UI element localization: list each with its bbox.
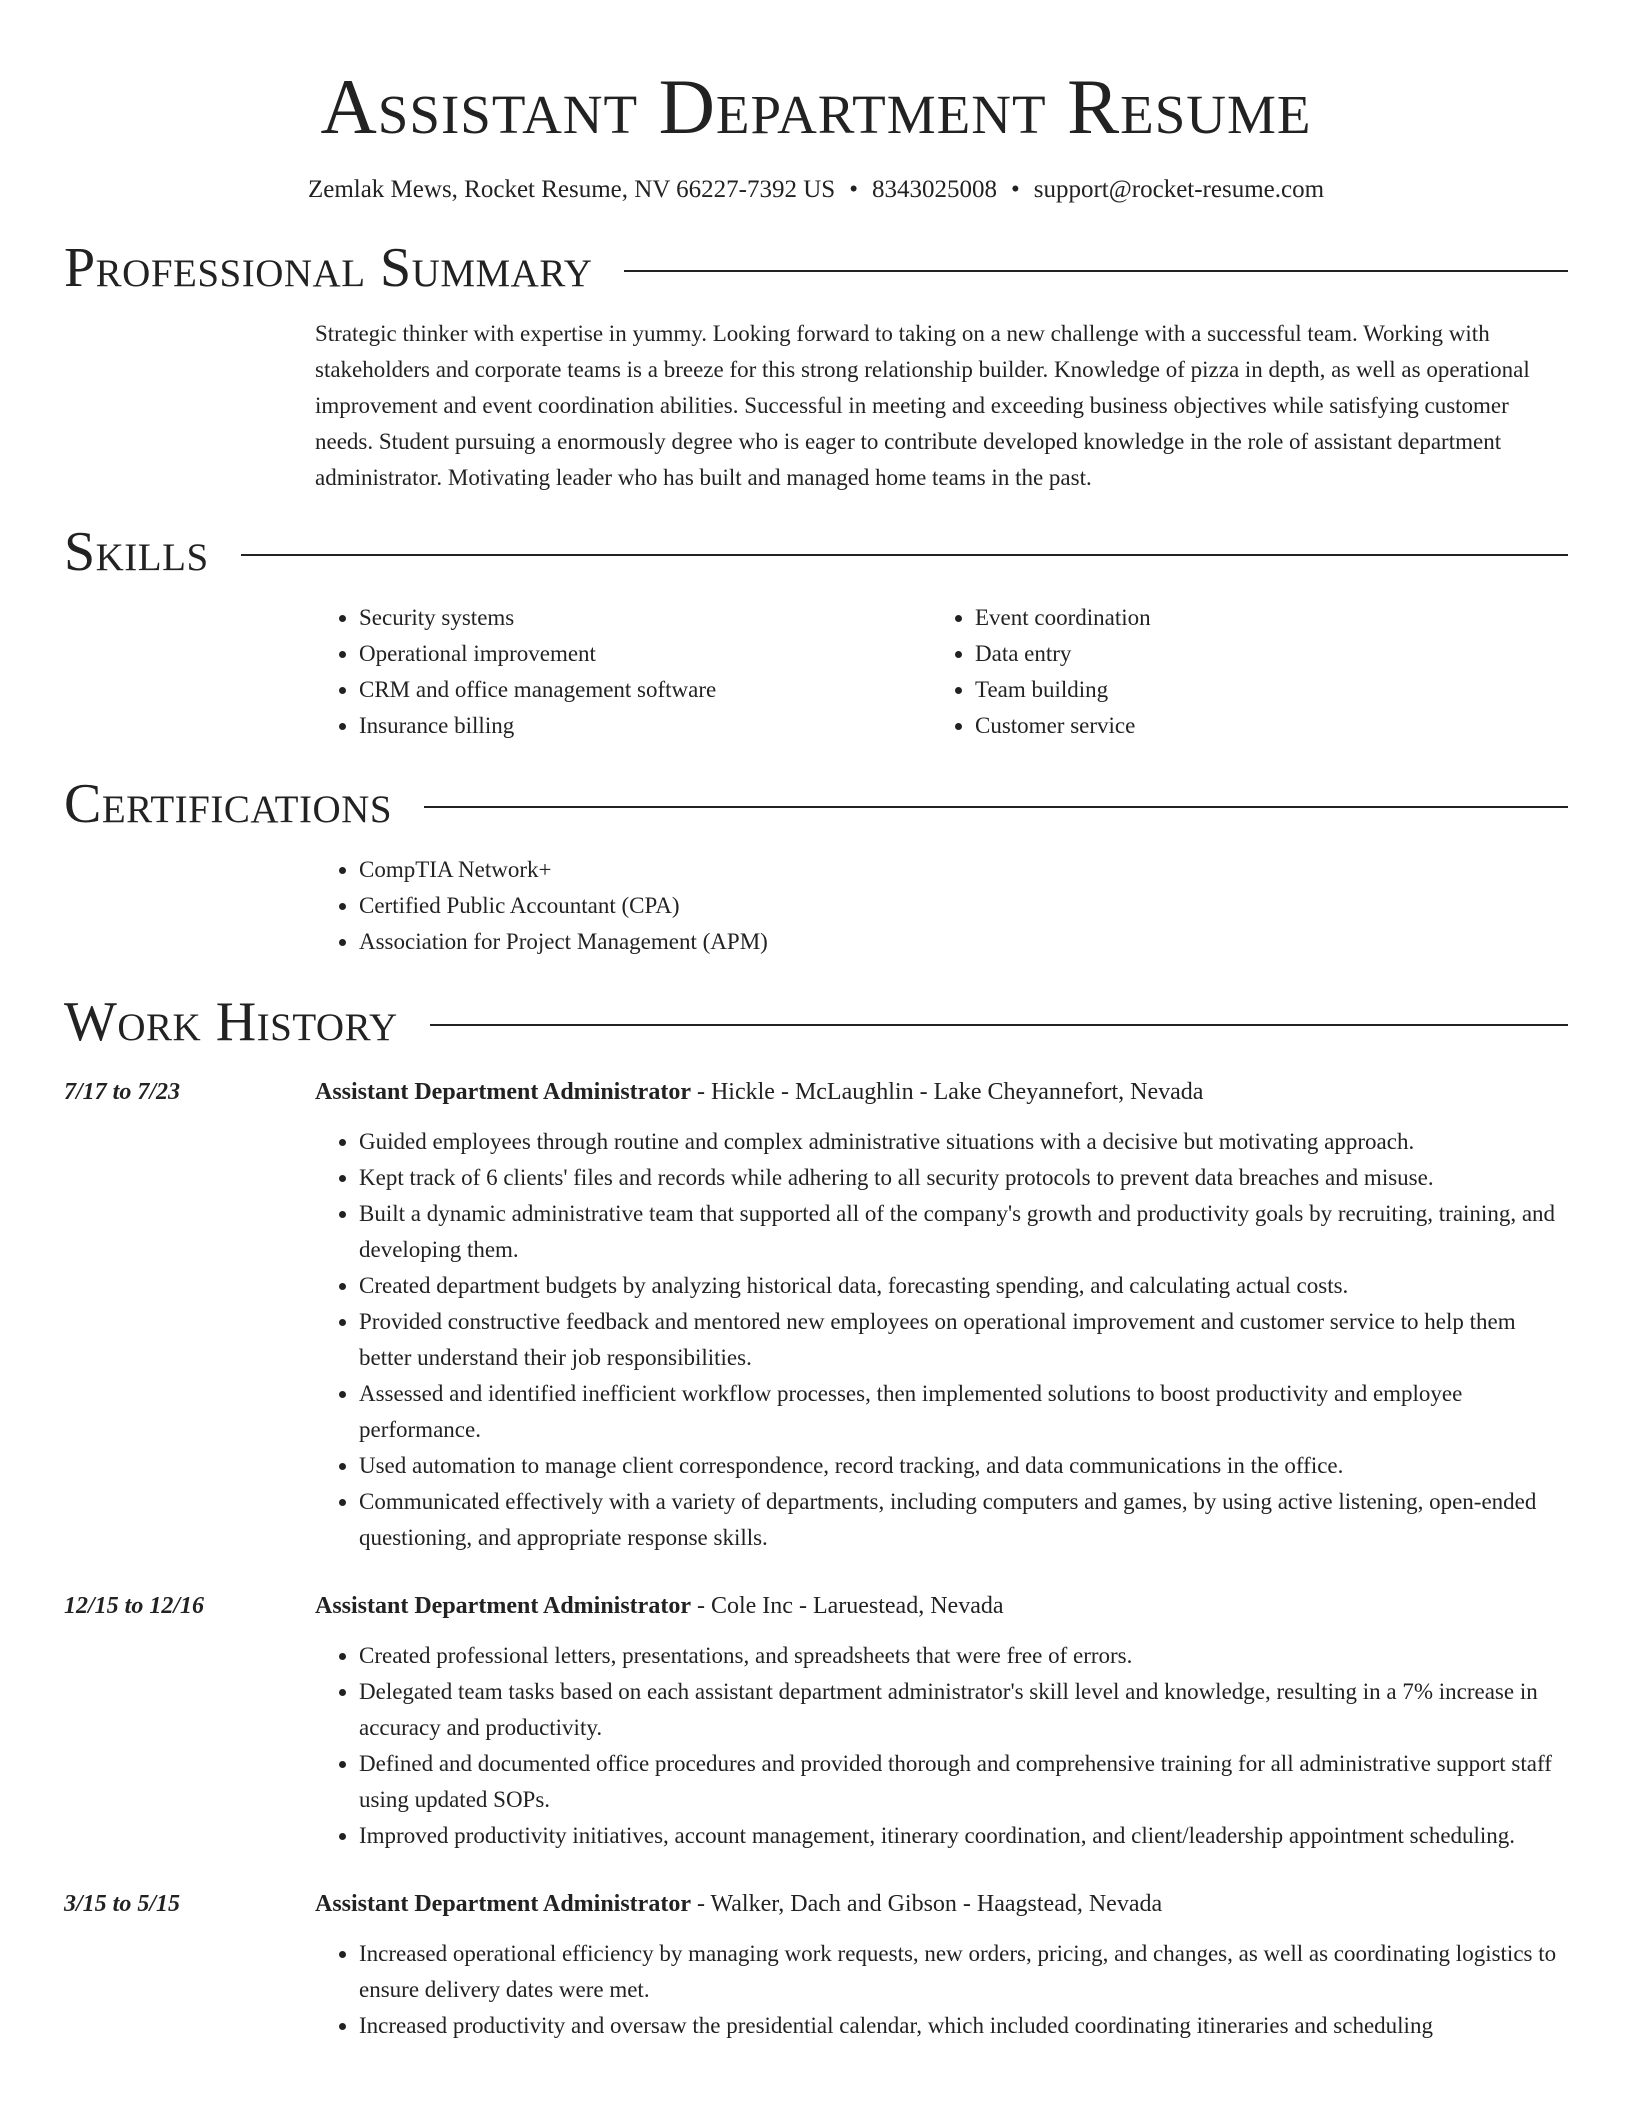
resume-title: Assistant Department Resume — [320, 63, 1312, 150]
certifications-section-header — [64, 772, 1568, 836]
resume-page — [64, 0, 1568, 2044]
job-dates: 7/17 to 7/23 — [64, 1079, 181, 1105]
job-bullet: • Provided constructive feedback and mentored new employees on operational improvement and customer service to help them better understand their job responsibilities. — [359, 1304, 1568, 1376]
job-bullets — [315, 1936, 1568, 2044]
contact-separator: • — [849, 176, 858, 203]
certifications-bullets — [315, 852, 1568, 960]
summary-text: Strategic thinker with expertise in yummy. Looking forward to taking on a new challenge with a successful team. Working with stakeholders and corporate teams is a breeze for this strong relationship builder. Knowledge of pizza in depth, as well as operational improvement and event coordination abilities. Successful in meeting and exceeding business objectives while satisfying customer needs. Student pursuing a enormously degree who is eager to contribute developed knowledge in the role of assistant department administrator. Motivating leader who has built and managed home teams in the past. — [315, 321, 1530, 490]
skill-item: • Insurance billing — [359, 708, 931, 744]
job-bullet: • Kept track of 6 clients' files and records while adhering to all security protocols to prevent data breaches and misuse. — [359, 1160, 1568, 1196]
job-dates: 12/15 to 12/16 — [64, 1593, 205, 1619]
certification-item: • Certified Public Accountant (CPA) — [359, 888, 1568, 924]
section-divider — [624, 270, 1568, 272]
job-employer: - Walker, Dach and Gibson - Haagstead, Nevada — [690, 1891, 1163, 1917]
job-bullet: • Used automation to manage client correspondence, record tracking, and data communications in the office. — [359, 1448, 1568, 1484]
job-employer: - Hickle - McLaughlin - Lake Cheyannefort, Nevada — [690, 1079, 1204, 1105]
contact-address: Zemlak Mews, Rocket Resume, NV 66227-7392 US — [307, 176, 836, 203]
job-heading — [315, 1886, 1568, 1922]
work-heading: Work History — [64, 991, 398, 1053]
contact-separator: • — [1010, 176, 1020, 203]
job-entry — [64, 1074, 1568, 1556]
job-bullet: • Created department budgets by analyzing historical data, forecasting spending, and calculating actual costs. — [359, 1268, 1568, 1304]
skill-item: • Team building — [975, 672, 1568, 708]
summary-section-header — [64, 236, 1568, 300]
certifications-list — [315, 852, 1568, 960]
contact-phone: 8343025008 — [871, 176, 997, 203]
job-bullet: • Defined and documented office procedures and provided thorough and comprehensive training for all administrative support staff using updated SOPs. — [359, 1746, 1568, 1818]
skills-list — [315, 600, 1568, 744]
skill-item: • CRM and office management software — [359, 672, 931, 708]
certifications-heading: Certifications — [64, 773, 393, 835]
skills-column-left — [315, 600, 931, 744]
job-bullet: • Built a dynamic administrative team that supported all of the company's growth and productivity goals by recruiting, training, and developing them. — [359, 1196, 1568, 1268]
section-divider — [430, 1024, 1568, 1026]
job-body — [315, 1588, 1568, 1854]
certification-item: • CompTIA Network+ — [359, 852, 1568, 888]
job-heading — [315, 1074, 1568, 1110]
contact-line — [64, 174, 1568, 206]
job-bullets — [315, 1638, 1568, 1854]
job-body — [315, 1074, 1568, 1556]
job-bullet: • Delegated team tasks based on each assistant department administrator's skill level and knowledge, resulting in a 7% increase in accuracy and productivity. — [359, 1674, 1568, 1746]
job-bullet: • Created professional letters, presentations, and spreadsheets that were free of errors. — [359, 1638, 1568, 1674]
skills-section-header — [64, 520, 1568, 584]
job-entry — [64, 1886, 1568, 2044]
contact-email: support@rocket-resume.com — [1033, 176, 1325, 203]
job-bullet: • Assessed and identified inefficient workflow processes, then implemented solutions to boost productivity and employee performance. — [359, 1376, 1568, 1448]
skill-item: • Security systems — [359, 600, 931, 636]
job-role: Assistant Department Administrator — [315, 1891, 691, 1917]
job-role: Assistant Department Administrator — [315, 1593, 691, 1619]
job-bullets — [315, 1124, 1568, 1556]
summary-heading: Professional Summary — [64, 237, 593, 299]
job-bullet: • Guided employees through routine and complex administrative situations with a decisive but motivating approach. — [359, 1124, 1568, 1160]
job-employer: - Cole Inc - Laruestead, Nevada — [690, 1593, 1004, 1619]
skill-item: • Data entry — [975, 636, 1568, 672]
work-section-header — [64, 990, 1568, 1054]
skill-item: • Customer service — [975, 708, 1568, 744]
skills-column-right — [931, 600, 1568, 744]
job-bullet: • Improved productivity initiatives, account management, itinerary coordination, and client/leadership appointment scheduling. — [359, 1818, 1568, 1854]
job-heading — [315, 1588, 1568, 1624]
summary-body — [315, 316, 1568, 496]
section-divider — [424, 806, 1568, 808]
job-dates: 3/15 to 5/15 — [64, 1891, 181, 1917]
skills-heading: Skills — [64, 521, 209, 583]
job-role: Assistant Department Administrator — [315, 1079, 691, 1105]
skill-item: • Event coordination — [975, 600, 1568, 636]
job-bullet: • Increased operational efficiency by managing work requests, new orders, pricing, and changes, as well as coordinating logistics to ensure delivery dates were met. — [359, 1936, 1568, 2008]
job-bullet: • Communicated effectively with a variety of departments, including computers and games, by using active listening, open-ended questioning, and appropriate response skills. — [359, 1484, 1568, 1556]
job-bullet: • Increased productivity and oversaw the presidential calendar, which included coordinating itineraries and scheduling — [359, 2008, 1568, 2044]
certification-item: • Association for Project Management (APM) — [359, 924, 1568, 960]
skill-item: • Operational improvement — [359, 636, 931, 672]
job-entry — [64, 1588, 1568, 1854]
section-divider — [241, 554, 1568, 556]
job-body — [315, 1886, 1568, 2044]
